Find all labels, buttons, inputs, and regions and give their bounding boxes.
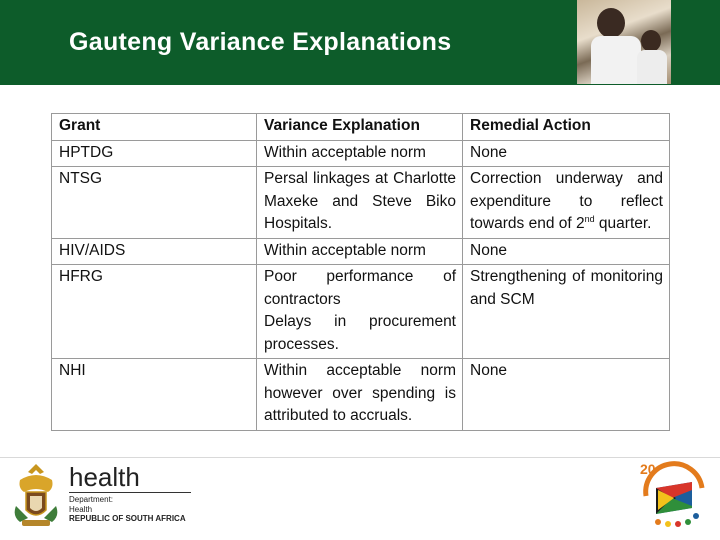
explanation-cell: Poor performance of contractors Delays in procurement processes.: [257, 265, 463, 359]
table-row: [52, 359, 670, 431]
svg-text:20: 20: [640, 461, 656, 477]
grant-cell: HIV/AIDS: [52, 238, 257, 265]
table-row: [52, 167, 670, 239]
country-name: REPUBLIC OF SOUTH AFRICA: [69, 514, 186, 523]
action-cell: Strengthening of monitoring and SCM: [463, 265, 670, 359]
action-cell: None: [463, 238, 670, 265]
grant-cell: NHI: [52, 359, 257, 431]
explanation-cell: Persal linkages at Charlotte Maxeke and Steve Biko Hospitals.: [257, 167, 463, 239]
coat-of-arms-icon: [10, 462, 62, 528]
table-header-row: [52, 114, 670, 141]
action-cell: None: [463, 140, 670, 167]
table-row: [52, 265, 670, 359]
grant-cell: NTSG: [52, 167, 257, 239]
action-cell: None: [463, 359, 670, 431]
column-header-grant: Grant: [52, 114, 257, 141]
department-label: Department:: [69, 495, 114, 504]
header-photo: [577, 0, 671, 84]
footer-divider: [0, 457, 720, 458]
action-cell: Correction underway and expenditure to reflect towards end of 2nd quarter.: [463, 167, 670, 239]
column-header-variance-explanation: Variance Explanation: [257, 114, 463, 141]
column-header-remedial-action: Remedial Action: [463, 114, 670, 141]
health-wordmark: health: [69, 462, 140, 492]
variance-table: [51, 113, 670, 431]
table-row: [52, 238, 670, 265]
explanation-cell: Within acceptable norm: [257, 238, 463, 265]
wordmark-rule: [69, 492, 191, 493]
header-bar: [0, 0, 720, 85]
grant-cell: HPTDG: [52, 140, 257, 167]
page-title: Gauteng Variance Explanations: [69, 28, 452, 56]
twenty-years-freedom-logo: [636, 458, 712, 534]
department-name: Health: [69, 505, 93, 514]
explanation-cell: Within acceptable norm however over spending is attributed to accruals.: [257, 359, 463, 431]
grant-cell: HFRG: [52, 265, 257, 359]
explanation-cell: Within acceptable norm: [257, 140, 463, 167]
table-row: [52, 140, 670, 167]
